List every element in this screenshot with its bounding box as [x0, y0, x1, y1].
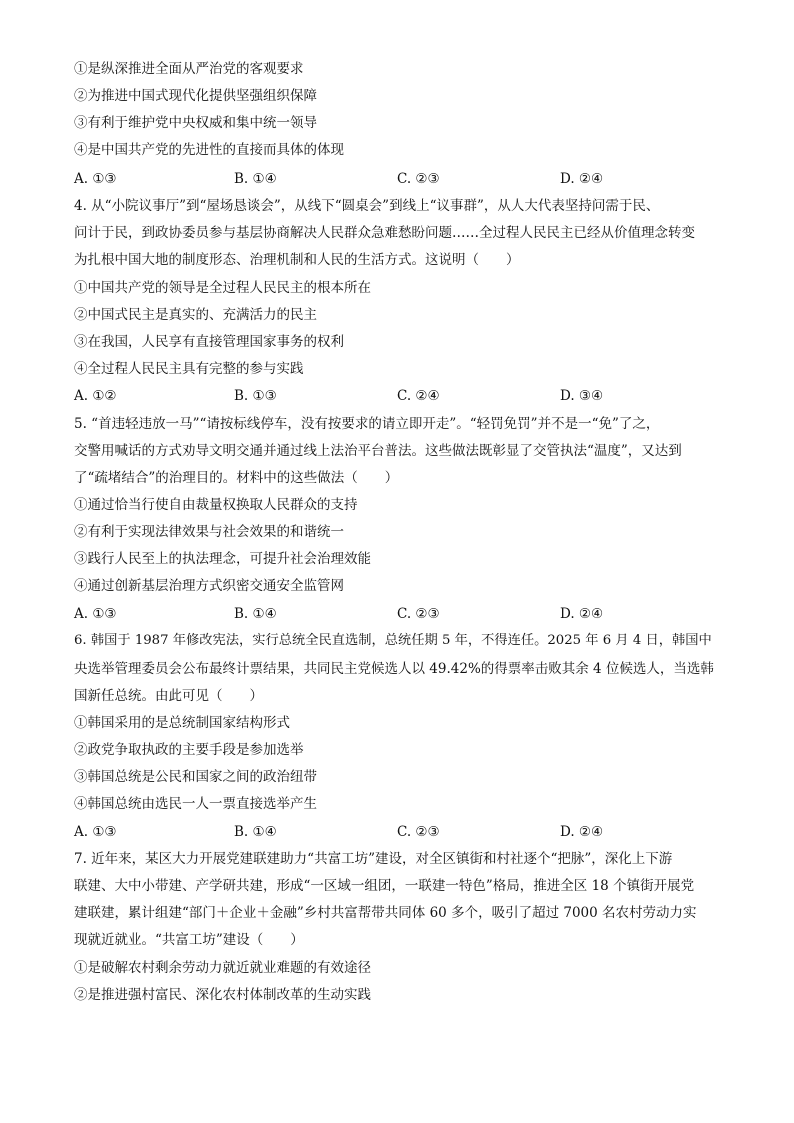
- q6-item-1: ①韩国采用的是总统制国家结构形式: [74, 715, 290, 731]
- q5-option-b[interactable]: B. ①④: [234, 606, 277, 622]
- q5-option-c[interactable]: C. ②③: [397, 606, 440, 622]
- q5-item-1: ①通过恰当行使自由裁量权换取人民群众的支持: [74, 497, 358, 513]
- q5-option-d[interactable]: D. ②④: [560, 606, 604, 622]
- q5-option-a[interactable]: A. ①③: [74, 606, 117, 622]
- q3-option-b[interactable]: B. ①④: [234, 171, 277, 187]
- q7-stem-line-3: 建联建，累计组建“部门＋企业＋金融”乡村共富帮带共同体 60 多个，吸引了超过 7000 名农村劳动力实: [74, 905, 697, 921]
- q4-item-3: ③在我国，人民享有直接管理国家事务的权利: [74, 334, 344, 350]
- q4-stem-line-1: 4. 从“小院议事厅”到“屋场恳谈会”，从线下“圆桌会”到线上“议事群”，从人大代表坚持问需于民、: [74, 198, 660, 214]
- q4-options: [74, 387, 714, 405]
- q4-item-1: ①中国共产党的领导是全过程人民民主的根本所在: [74, 280, 371, 296]
- q7-item-1: ①是破解农村剩余劳动力就近就业难题的有效途径: [74, 960, 371, 976]
- q7-stem-line-2: 联建、大中小带建、产学研共建，形成“一区域一组团，一联建一特色”格局，推进全区 18 个镇街开展党: [74, 878, 695, 894]
- q5-item-2: ②有利于实现法律效果与社会效果的和谐统一: [74, 524, 344, 540]
- q3-item-3: ③有利于维护党中央权威和集中统一领导: [74, 115, 317, 131]
- q4-option-b[interactable]: B. ①③: [234, 388, 277, 404]
- q6-item-4: ④韩国总统由选民一人一票直接选举产生: [74, 796, 317, 812]
- q4-stem-line-3: 为扎根中国大地的制度形态、治理机制和人民的生活方式。这说明（ ）: [74, 252, 520, 268]
- q5-stem-line-1: 5. “首违轻违放一马”“请按标线停车，没有按要求的请立即开走”。“轻罚免罚”并不是一“免”了之，: [74, 416, 660, 432]
- q5-item-4: ④通过创新基层治理方式织密交通安全监管网: [74, 578, 344, 594]
- q7-item-2: ②是推进强村富民、深化农村体制改革的生动实践: [74, 987, 371, 1003]
- q6-stem-line-3: 国新任总统。由此可见（ ）: [74, 688, 263, 704]
- q6-option-d[interactable]: D. ②④: [560, 824, 604, 840]
- q6-option-b[interactable]: B. ①④: [234, 824, 277, 840]
- q3-option-c[interactable]: C. ②③: [397, 171, 440, 187]
- q5-options: [74, 605, 714, 623]
- q6-options: [74, 823, 714, 841]
- q4-option-d[interactable]: D. ③④: [560, 388, 604, 404]
- q3-option-a[interactable]: A. ①③: [74, 171, 117, 187]
- q6-item-3: ③韩国总统是公民和国家之间的政治纽带: [74, 769, 317, 785]
- q5-stem-line-3: 了“疏堵结合”的治理目的。材料中的这些做法（ ）: [74, 470, 399, 486]
- q4-item-4: ④全过程人民民主具有完整的参与实践: [74, 361, 304, 377]
- q3-item-1: ①是纵深推进全面从严治党的客观要求: [74, 61, 304, 77]
- q4-option-a[interactable]: A. ①②: [74, 388, 117, 404]
- q6-option-a[interactable]: A. ①③: [74, 824, 117, 840]
- q4-stem-line-2: 问计于民，到政协委员参与基层协商解决人民群众急难愁盼问题……全过程人民民主已经从价值理念转变: [74, 225, 695, 241]
- q3-options: [74, 170, 714, 188]
- q3-item-2: ②为推进中国式现代化提供坚强组织保障: [74, 88, 317, 104]
- q6-stem-line-2: 央选举管理委员会公布最终计票结果，共同民主党候选人以 49.42%的得票率击败其余 4 位候选人，当选韩: [74, 661, 714, 677]
- q6-item-2: ②政党争取执政的主要手段是参加选举: [74, 742, 304, 758]
- q4-item-2: ②中国式民主是真实的、充满活力的民主: [74, 307, 317, 323]
- q7-stem-line-1: 7. 近年来，某区大力开展党建联建助力“共富工坊”建设，对全区镇街和村社逐个“把脉”，深化上下游: [74, 851, 673, 867]
- q6-option-c[interactable]: C. ②③: [397, 824, 440, 840]
- q3-item-4: ④是中国共产党的先进性的直接而具体的体现: [74, 142, 344, 158]
- q5-stem-line-2: 交警用喊话的方式劝导文明交通并通过线上法治平台普法。这些做法既彰显了交管执法“温度”，又达到: [74, 443, 682, 459]
- q6-stem-line-1: 6. 韩国于 1987 年修改宪法，实行总统全民直选制，总统任期 5 年，不得连任。2025 年 6 月 4 日，韩国中: [74, 633, 712, 648]
- q5-item-3: ③践行人民至上的执法理念，可提升社会治理效能: [74, 551, 371, 567]
- q3-option-d[interactable]: D. ②④: [560, 171, 604, 187]
- q7-stem-line-4: 现就近就业。“共富工坊”建设（ ）: [74, 932, 304, 948]
- q4-option-c[interactable]: C. ②④: [397, 388, 440, 404]
